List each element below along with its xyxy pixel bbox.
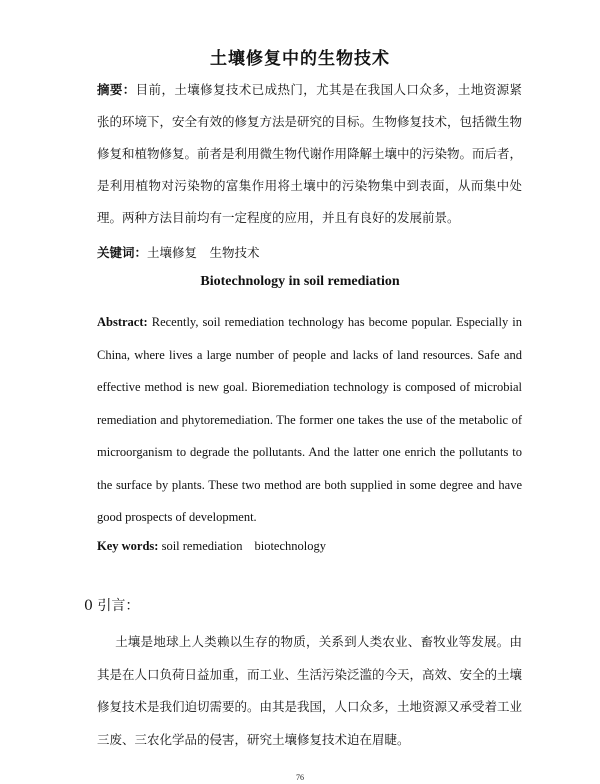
english-abstract-label: Abstract: xyxy=(97,315,148,329)
chinese-keywords-text: 土壤修复 生物技术 xyxy=(147,245,260,260)
section-heading: 0 引言： xyxy=(84,598,140,614)
english-abstract xyxy=(97,306,522,534)
english-keyword-2: biotechnology xyxy=(254,539,326,553)
chinese-keywords-label: 关键词： xyxy=(97,245,148,260)
introduction-paragraph xyxy=(97,626,522,756)
page-number: 76 xyxy=(296,773,304,782)
chinese-keywords xyxy=(97,237,260,269)
english-title: Biotechnology in soil remediation xyxy=(200,274,400,289)
chinese-abstract-label: 摘要： xyxy=(97,82,136,97)
chinese-abstract-text: 目前，土壤修复技术已成热门，尤其是在我国人口众多，土地资源紧张的环境下，安全有效的修复方法是研究的目标。生物修复技术，包括微生物修复和植物修复。前者是利用微生物代谢作用降解土壤中的污染物。而后者，是利用植物对污染物的富集作用将土壤中的污染物集中到表面，从而集中处理。两种方法目前均有一定程度的应用，并且有良好的发展前景。 xyxy=(97,82,523,225)
paper-title: 土壤修复中的生物技术 xyxy=(210,49,390,69)
english-keyword-1: soil remediation xyxy=(161,539,243,553)
english-keywords-label: Key words: xyxy=(97,539,159,553)
introduction-text: 土壤是地球上人类赖以生存的物质，关系到人类农业、畜牧业等发展。由其是在人口负荷日益加重，而工业、生活污染泛滥的今天，高效、安全的土壤修复技术是我们迫切需要的。由其是我国，人口众多，土地资源又承受着工业三废、三农化学品的侵害，研究土壤修复技术迫在眉睫。 xyxy=(97,634,523,747)
chinese-abstract xyxy=(97,74,522,234)
english-abstract-text: Recently, soil remediation technology has become popular. Especially in China, where lives a large number of people and lacks of land resources. Safe and effective method is new goal. Bioremediation technology is composed of microbial remediation and phytoremediation. The former one takes the use of the metabolic of microorganism to degrade the pollutants. And the latter one enrich the pollutants to the surface by plants. These two method are both supplied in some degree and have good prospects of development. xyxy=(97,315,523,524)
english-keywords xyxy=(97,530,326,562)
